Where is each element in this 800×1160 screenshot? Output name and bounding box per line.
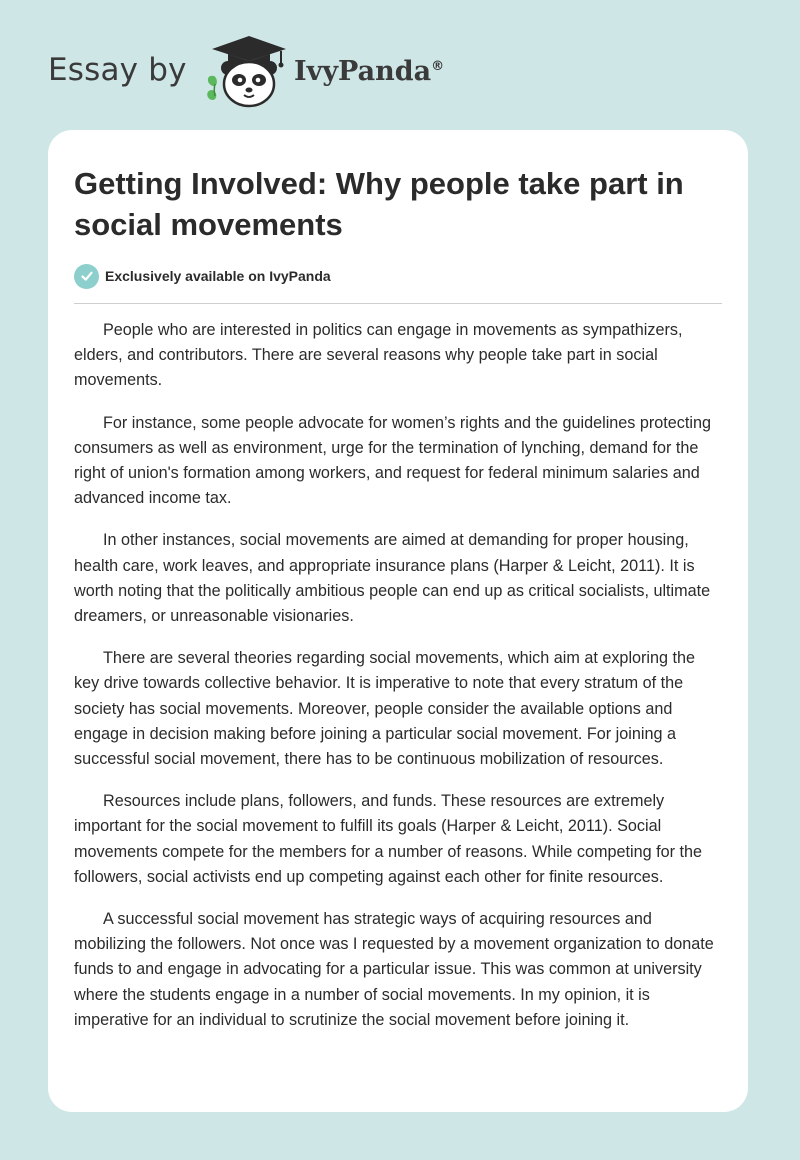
paragraph: There are several theories regarding social movements, which aim at exploring the key drive towards collective behavior. It is imperative to note that every stratum of the society has social movements. Moreover, people consider the available options and engage in decision making before joining a particular social movement. For joining a successful social movement, there has to be continuous mobilization of resources. [74,649,696,769]
registered-mark: ® [431,59,445,74]
exclusive-badge-label: Exclusively available on IvyPanda [105,268,331,284]
essay-card [48,130,748,1112]
divider [74,303,722,304]
panda-graduate-logo[interactable] [204,32,294,112]
check-icon [74,264,99,289]
essay-body [74,318,724,1050]
paragraph: People who are interested in politics can engage in movements as sympathizers, elders, and contributors. There are several reasons why people take part in social movements. [74,321,683,390]
paragraph: A successful social movement has strategic ways of acquiring resources and mobilizing the followers. Not once was I requested by a movement organization to donate funds to and engage in advocating for a particular issue. This was common at university where the students engage in a number of social movements. In my opinion, it is imperative for an individual to scrutinize the social movement before joining it. [74,910,714,1029]
paragraph: Resources include plans, followers, and funds. These resources are extremely important for the social movement to fulfill its goals (Harper & Leicht, 2011). Social movements compete for the members for a number of reasons. While competing for the followers, social activists end up competing against each other for finite resources. [74,792,702,886]
site-header [48,32,548,112]
paragraph: For instance, some people advocate for women’s rights and the guidelines protecting consumers as well as environment, urge for the termination of lynching, demand for the right of union's formation among workers, and request for federal minimum salaries and advanced income tax. [74,413,711,508]
brand-name[interactable]: IvyPanda® [294,56,445,87]
page-title: Getting Involved: Why people take part in social movements [74,166,684,242]
exclusive-badge [74,263,331,289]
panda-face-icon [221,61,277,106]
essay-by-label: Essay by [48,52,187,88]
paragraph: In other instances, social movements are aimed at demanding for proper housing, health care, work leaves, and appropriate insurance plans (Harper & Leicht, 2011). It is worth noting that the politically ambitious people can end up as critical socialists, ultimate dreamers, or unreasonable visionaries. [74,531,711,626]
ivy-leaf-icon [207,76,217,100]
